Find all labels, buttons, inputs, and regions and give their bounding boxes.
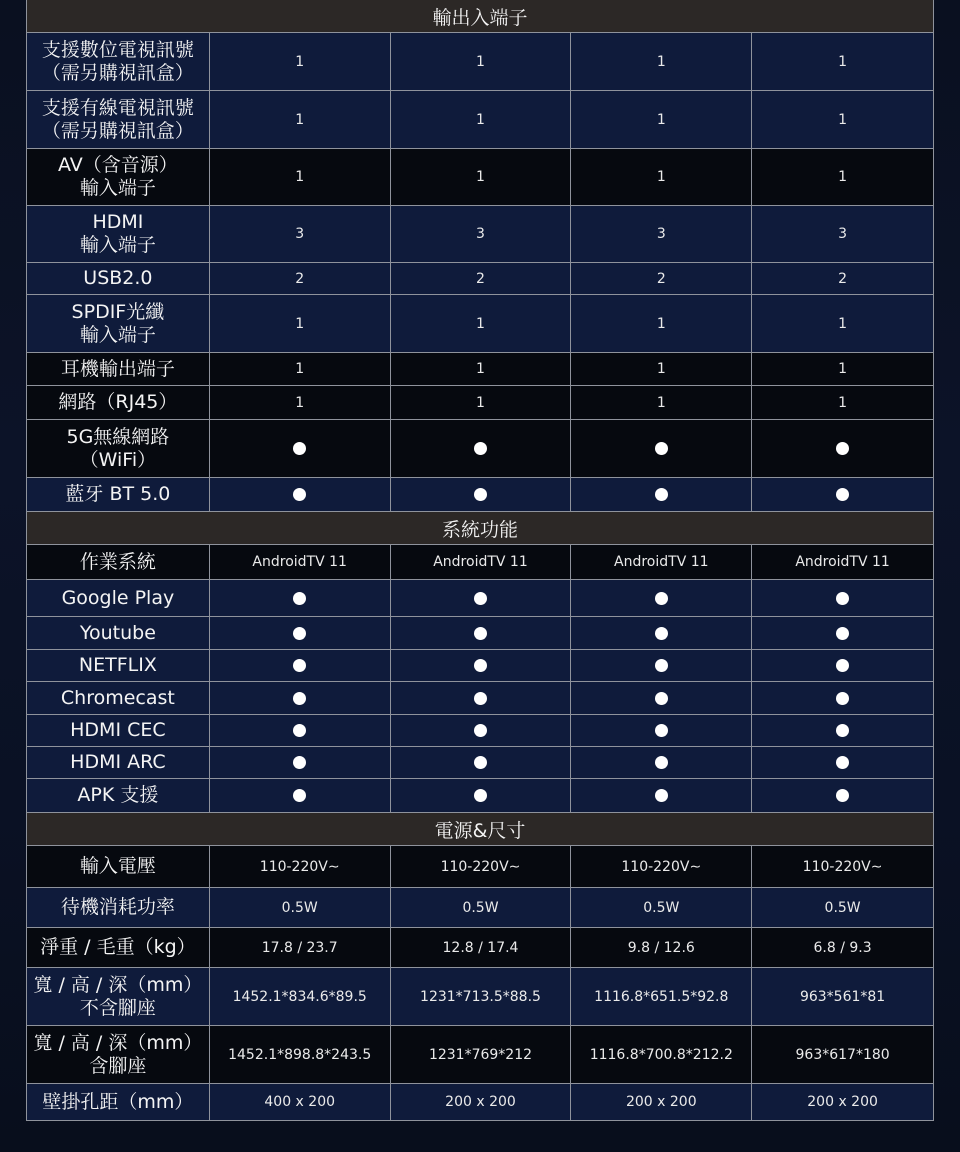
value-cell [571, 1026, 752, 1084]
row-label [26, 420, 210, 478]
value-cell [752, 263, 934, 295]
row-label-line: 寬 / 高 / 深（mm） [33, 1031, 203, 1054]
value-cell [391, 420, 572, 478]
row-label-line: HDMI CEC [70, 719, 166, 741]
value-text: 1 [838, 169, 848, 185]
value-cell [210, 846, 391, 888]
supported-dot-icon [474, 692, 487, 705]
value-text: 6.8 / 9.3 [813, 939, 872, 956]
row-label-line: 輸入電壓 [79, 855, 156, 877]
value-cell [210, 888, 391, 928]
value-text: 9.8 / 12.6 [627, 939, 695, 956]
value-text: 1116.8*700.8*212.2 [589, 1046, 733, 1063]
supported-dot-icon [836, 592, 849, 605]
value-cell [210, 33, 391, 91]
supported-dot-icon [655, 488, 668, 501]
value-cell [391, 747, 572, 779]
value-cell [571, 206, 752, 263]
value-cell [571, 386, 752, 420]
value-text: 1231*713.5*88.5 [420, 988, 541, 1005]
row-label [26, 580, 210, 617]
value-cell [752, 420, 934, 478]
supported-dot-icon [836, 724, 849, 737]
value-cell [210, 206, 391, 263]
value-cell [210, 91, 391, 149]
row-label [26, 545, 210, 580]
row-label [26, 715, 210, 747]
row-label-line: 壁掛孔距（mm） [42, 1090, 194, 1113]
value-text: 1 [656, 394, 666, 411]
value-text: 1 [476, 315, 485, 332]
supported-dot-icon [836, 442, 849, 455]
table-row [26, 263, 934, 295]
row-label-line: 5G無線網路 [66, 425, 170, 448]
table-row [26, 682, 934, 715]
row-label-line: （需另購視訊盒） [41, 119, 194, 142]
supported-dot-icon [836, 692, 849, 705]
supported-dot-icon [655, 659, 668, 672]
row-label-line: （WiFi） [79, 448, 157, 471]
supported-dot-icon [655, 789, 668, 802]
value-text: 200 x 200 [445, 1094, 516, 1110]
supported-dot-icon [293, 627, 306, 640]
value-cell [752, 888, 934, 928]
value-cell [391, 650, 572, 682]
value-cell [752, 968, 934, 1026]
row-label-line: APK 支援 [77, 784, 159, 806]
value-cell [752, 617, 934, 650]
supported-dot-icon [655, 627, 668, 640]
value-cell [391, 1026, 572, 1084]
row-label-line: 支援數位電視訊號 [41, 38, 194, 61]
supported-dot-icon [655, 692, 668, 705]
supported-dot-icon [293, 442, 306, 455]
row-label [26, 650, 210, 682]
table-row [26, 1084, 934, 1121]
value-text: 0.5W [643, 899, 680, 916]
value-text: 1 [838, 361, 848, 377]
row-label [26, 888, 210, 928]
value-cell [571, 295, 752, 353]
value-cell [210, 295, 391, 353]
value-text: 1 [476, 53, 485, 70]
row-label [26, 91, 210, 149]
supported-dot-icon [293, 789, 306, 802]
value-cell [571, 779, 752, 813]
value-text: 1 [295, 315, 305, 332]
value-cell [391, 478, 572, 512]
row-label-line: NETFLIX [78, 654, 157, 676]
value-cell [571, 888, 752, 928]
row-label [26, 386, 210, 420]
value-text: 1 [295, 394, 305, 411]
row-label [26, 1026, 210, 1084]
supported-dot-icon [293, 592, 306, 605]
value-text: 2 [295, 270, 305, 287]
row-label-line: 網路（RJ45） [58, 391, 178, 413]
row-label [26, 353, 210, 386]
section-header: 輸出入端子 [26, 0, 934, 33]
value-cell [391, 846, 572, 888]
value-cell [571, 747, 752, 779]
supported-dot-icon [474, 756, 487, 769]
value-cell [571, 91, 752, 149]
supported-dot-icon [293, 692, 306, 705]
value-cell [391, 263, 572, 295]
value-text: 0.5W [824, 899, 861, 916]
value-cell [210, 420, 391, 478]
value-text: 1 [295, 53, 305, 70]
value-text: 963*617*180 [795, 1046, 890, 1063]
table-row [26, 386, 934, 420]
value-cell [391, 928, 572, 968]
supported-dot-icon [474, 724, 487, 737]
table-row [26, 206, 934, 263]
row-label-line: AV（含音源） [58, 154, 178, 176]
table-row [26, 779, 934, 813]
value-cell [752, 779, 934, 813]
value-cell [752, 846, 934, 888]
table-row [26, 478, 934, 512]
table-row [26, 928, 934, 968]
row-label-line: 待機消耗功率 [60, 896, 175, 918]
value-text: 110-220V∼ [621, 858, 702, 875]
row-label [26, 1084, 210, 1121]
row-label-line: 作業系統 [79, 550, 156, 573]
value-cell [210, 353, 391, 386]
value-cell [571, 420, 752, 478]
value-cell [210, 478, 391, 512]
value-text: 1 [838, 394, 848, 411]
row-label [26, 206, 210, 263]
row-label [26, 263, 210, 295]
value-text: 110-220V∼ [802, 858, 883, 875]
value-cell [571, 263, 752, 295]
value-cell [391, 779, 572, 813]
table-row [26, 91, 934, 149]
value-cell [391, 386, 572, 420]
spec-table [26, 0, 934, 1121]
value-cell [752, 1084, 934, 1121]
value-cell [571, 968, 752, 1026]
supported-dot-icon [474, 488, 487, 501]
value-cell [752, 715, 934, 747]
row-label [26, 682, 210, 715]
value-cell [752, 91, 934, 149]
value-text: 1 [656, 111, 666, 128]
value-cell [752, 149, 934, 206]
value-cell [571, 545, 752, 580]
table-row [26, 968, 934, 1026]
value-text: 1 [656, 169, 666, 185]
row-label-line: 含腳座 [89, 1054, 147, 1077]
value-text: 3 [838, 226, 848, 242]
supported-dot-icon [836, 659, 849, 672]
row-label-line: 輸入端子 [79, 234, 156, 256]
value-cell [571, 580, 752, 617]
value-cell [210, 650, 391, 682]
value-cell [571, 650, 752, 682]
value-cell [391, 149, 572, 206]
value-text: AndroidTV 11 [795, 554, 890, 570]
value-cell [391, 617, 572, 650]
row-label [26, 779, 210, 813]
value-text: 1 [295, 111, 305, 128]
value-cell [210, 715, 391, 747]
value-cell [752, 206, 934, 263]
value-text: 1116.8*651.5*92.8 [594, 988, 729, 1005]
value-text: 3 [295, 226, 305, 242]
value-text: AndroidTV 11 [614, 554, 709, 570]
row-label [26, 478, 210, 512]
section-header: 系統功能 [26, 512, 934, 545]
value-cell [571, 846, 752, 888]
value-text: 1 [476, 111, 485, 128]
row-label-line: 輸入端子 [79, 323, 156, 346]
value-text: 1 [656, 315, 666, 332]
row-label-line: USB2.0 [83, 267, 153, 289]
value-text: AndroidTV 11 [252, 554, 347, 570]
table-row [26, 650, 934, 682]
row-label-line: Youtube [79, 621, 156, 644]
table-row [26, 715, 934, 747]
supported-dot-icon [293, 659, 306, 672]
row-label-line: HDMI ARC [70, 751, 166, 773]
value-text: 1 [838, 111, 848, 128]
row-label [26, 295, 210, 353]
table-row [26, 420, 934, 478]
value-text: 1 [838, 315, 848, 332]
value-text: 1 [476, 394, 485, 411]
value-text: 110-220V∼ [259, 858, 340, 875]
row-label [26, 33, 210, 91]
value-cell [391, 682, 572, 715]
table-row [26, 1026, 934, 1084]
table-row [26, 353, 934, 386]
value-cell [210, 545, 391, 580]
value-cell [210, 580, 391, 617]
value-cell [391, 33, 572, 91]
row-label-line: （需另購視訊盒） [41, 61, 194, 84]
supported-dot-icon [474, 442, 487, 455]
value-cell [571, 1084, 752, 1121]
table-row [26, 617, 934, 650]
table-row [26, 747, 934, 779]
value-text: 0.5W [462, 899, 499, 916]
value-text: 0.5W [281, 899, 318, 916]
value-cell [391, 580, 572, 617]
row-label-line: 不含腳座 [79, 996, 156, 1019]
supported-dot-icon [474, 789, 487, 802]
value-cell [752, 928, 934, 968]
row-label-line: 耳機輸出端子 [60, 357, 175, 380]
row-label-line: 支援有線電視訊號 [41, 96, 194, 119]
value-cell [210, 928, 391, 968]
row-label [26, 149, 210, 206]
value-text: 12.8 / 17.4 [442, 939, 519, 956]
row-label-line: HDMI [92, 211, 144, 233]
value-cell [752, 650, 934, 682]
value-cell [391, 353, 572, 386]
value-cell [210, 779, 391, 813]
supported-dot-icon [655, 756, 668, 769]
value-text: 110-220V∼ [440, 858, 521, 875]
value-cell [210, 1084, 391, 1121]
table-row [26, 149, 934, 206]
value-cell [571, 33, 752, 91]
value-cell [571, 715, 752, 747]
value-cell [752, 295, 934, 353]
value-cell [391, 206, 572, 263]
value-cell [391, 545, 572, 580]
value-cell [391, 715, 572, 747]
row-label-line: 寬 / 高 / 深（mm） [33, 973, 203, 996]
value-text: 17.8 / 23.7 [261, 939, 338, 956]
value-cell [391, 888, 572, 928]
value-cell [391, 91, 572, 149]
table-row [26, 33, 934, 91]
value-cell [571, 478, 752, 512]
value-text: 3 [476, 226, 485, 242]
supported-dot-icon [836, 627, 849, 640]
supported-dot-icon [474, 627, 487, 640]
row-label [26, 617, 210, 650]
row-label-line: SPDIF光纖 [71, 300, 165, 323]
value-text: AndroidTV 11 [433, 554, 528, 570]
value-text: 1 [476, 361, 485, 377]
value-cell [210, 149, 391, 206]
value-cell [210, 1026, 391, 1084]
supported-dot-icon [474, 659, 487, 672]
row-label [26, 968, 210, 1026]
value-text: 1452.1*898.8*243.5 [228, 1046, 372, 1063]
value-cell [752, 353, 934, 386]
row-label-line: Chromecast [60, 686, 175, 709]
value-cell [571, 617, 752, 650]
value-text: 2 [656, 270, 666, 287]
value-cell [752, 545, 934, 580]
value-cell [210, 617, 391, 650]
table-row [26, 545, 934, 580]
value-cell [752, 33, 934, 91]
value-text: 1231*769*212 [428, 1046, 533, 1063]
value-text: 2 [838, 270, 848, 287]
value-cell [752, 1026, 934, 1084]
row-label [26, 928, 210, 968]
value-text: 1 [656, 361, 666, 377]
value-cell [752, 682, 934, 715]
value-cell [571, 149, 752, 206]
value-cell [571, 928, 752, 968]
row-label [26, 747, 210, 779]
value-cell [391, 1084, 572, 1121]
value-text: 1452.1*834.6*89.5 [232, 988, 367, 1005]
value-text: 2 [476, 270, 485, 287]
value-text: 1 [476, 169, 485, 185]
row-label [26, 846, 210, 888]
value-cell [752, 386, 934, 420]
value-text: 400 x 200 [264, 1094, 336, 1110]
row-label-line: 藍牙 BT 5.0 [65, 483, 171, 505]
value-cell [210, 747, 391, 779]
value-text: 1 [838, 53, 848, 70]
supported-dot-icon [836, 756, 849, 769]
value-cell [210, 263, 391, 295]
table-row [26, 888, 934, 928]
supported-dot-icon [655, 724, 668, 737]
supported-dot-icon [293, 488, 306, 501]
row-label-line: 淨重 / 毛重（kg） [40, 936, 196, 958]
table-row [26, 580, 934, 617]
value-cell [752, 747, 934, 779]
value-cell [210, 386, 391, 420]
value-text: 200 x 200 [807, 1094, 878, 1110]
value-cell [752, 478, 934, 512]
value-text: 963*561*81 [799, 988, 886, 1005]
value-cell [571, 682, 752, 715]
supported-dot-icon [474, 592, 487, 605]
supported-dot-icon [836, 488, 849, 501]
table-row [26, 295, 934, 353]
value-cell [391, 295, 572, 353]
supported-dot-icon [293, 724, 306, 737]
table-row [26, 846, 934, 888]
section-header: 電源&尺寸 [26, 813, 934, 846]
value-cell [571, 353, 752, 386]
row-label-line: Google Play [61, 586, 175, 609]
value-text: 3 [656, 226, 666, 242]
value-cell [391, 968, 572, 1026]
value-text: 200 x 200 [625, 1094, 697, 1110]
supported-dot-icon [655, 442, 668, 455]
value-text: 1 [295, 361, 305, 377]
supported-dot-icon [836, 789, 849, 802]
supported-dot-icon [655, 592, 668, 605]
supported-dot-icon [293, 756, 306, 769]
value-cell [752, 580, 934, 617]
value-text: 1 [656, 53, 666, 70]
value-cell [210, 968, 391, 1026]
value-text: 1 [295, 169, 305, 185]
value-cell [210, 682, 391, 715]
row-label-line: 輸入端子 [79, 177, 156, 199]
